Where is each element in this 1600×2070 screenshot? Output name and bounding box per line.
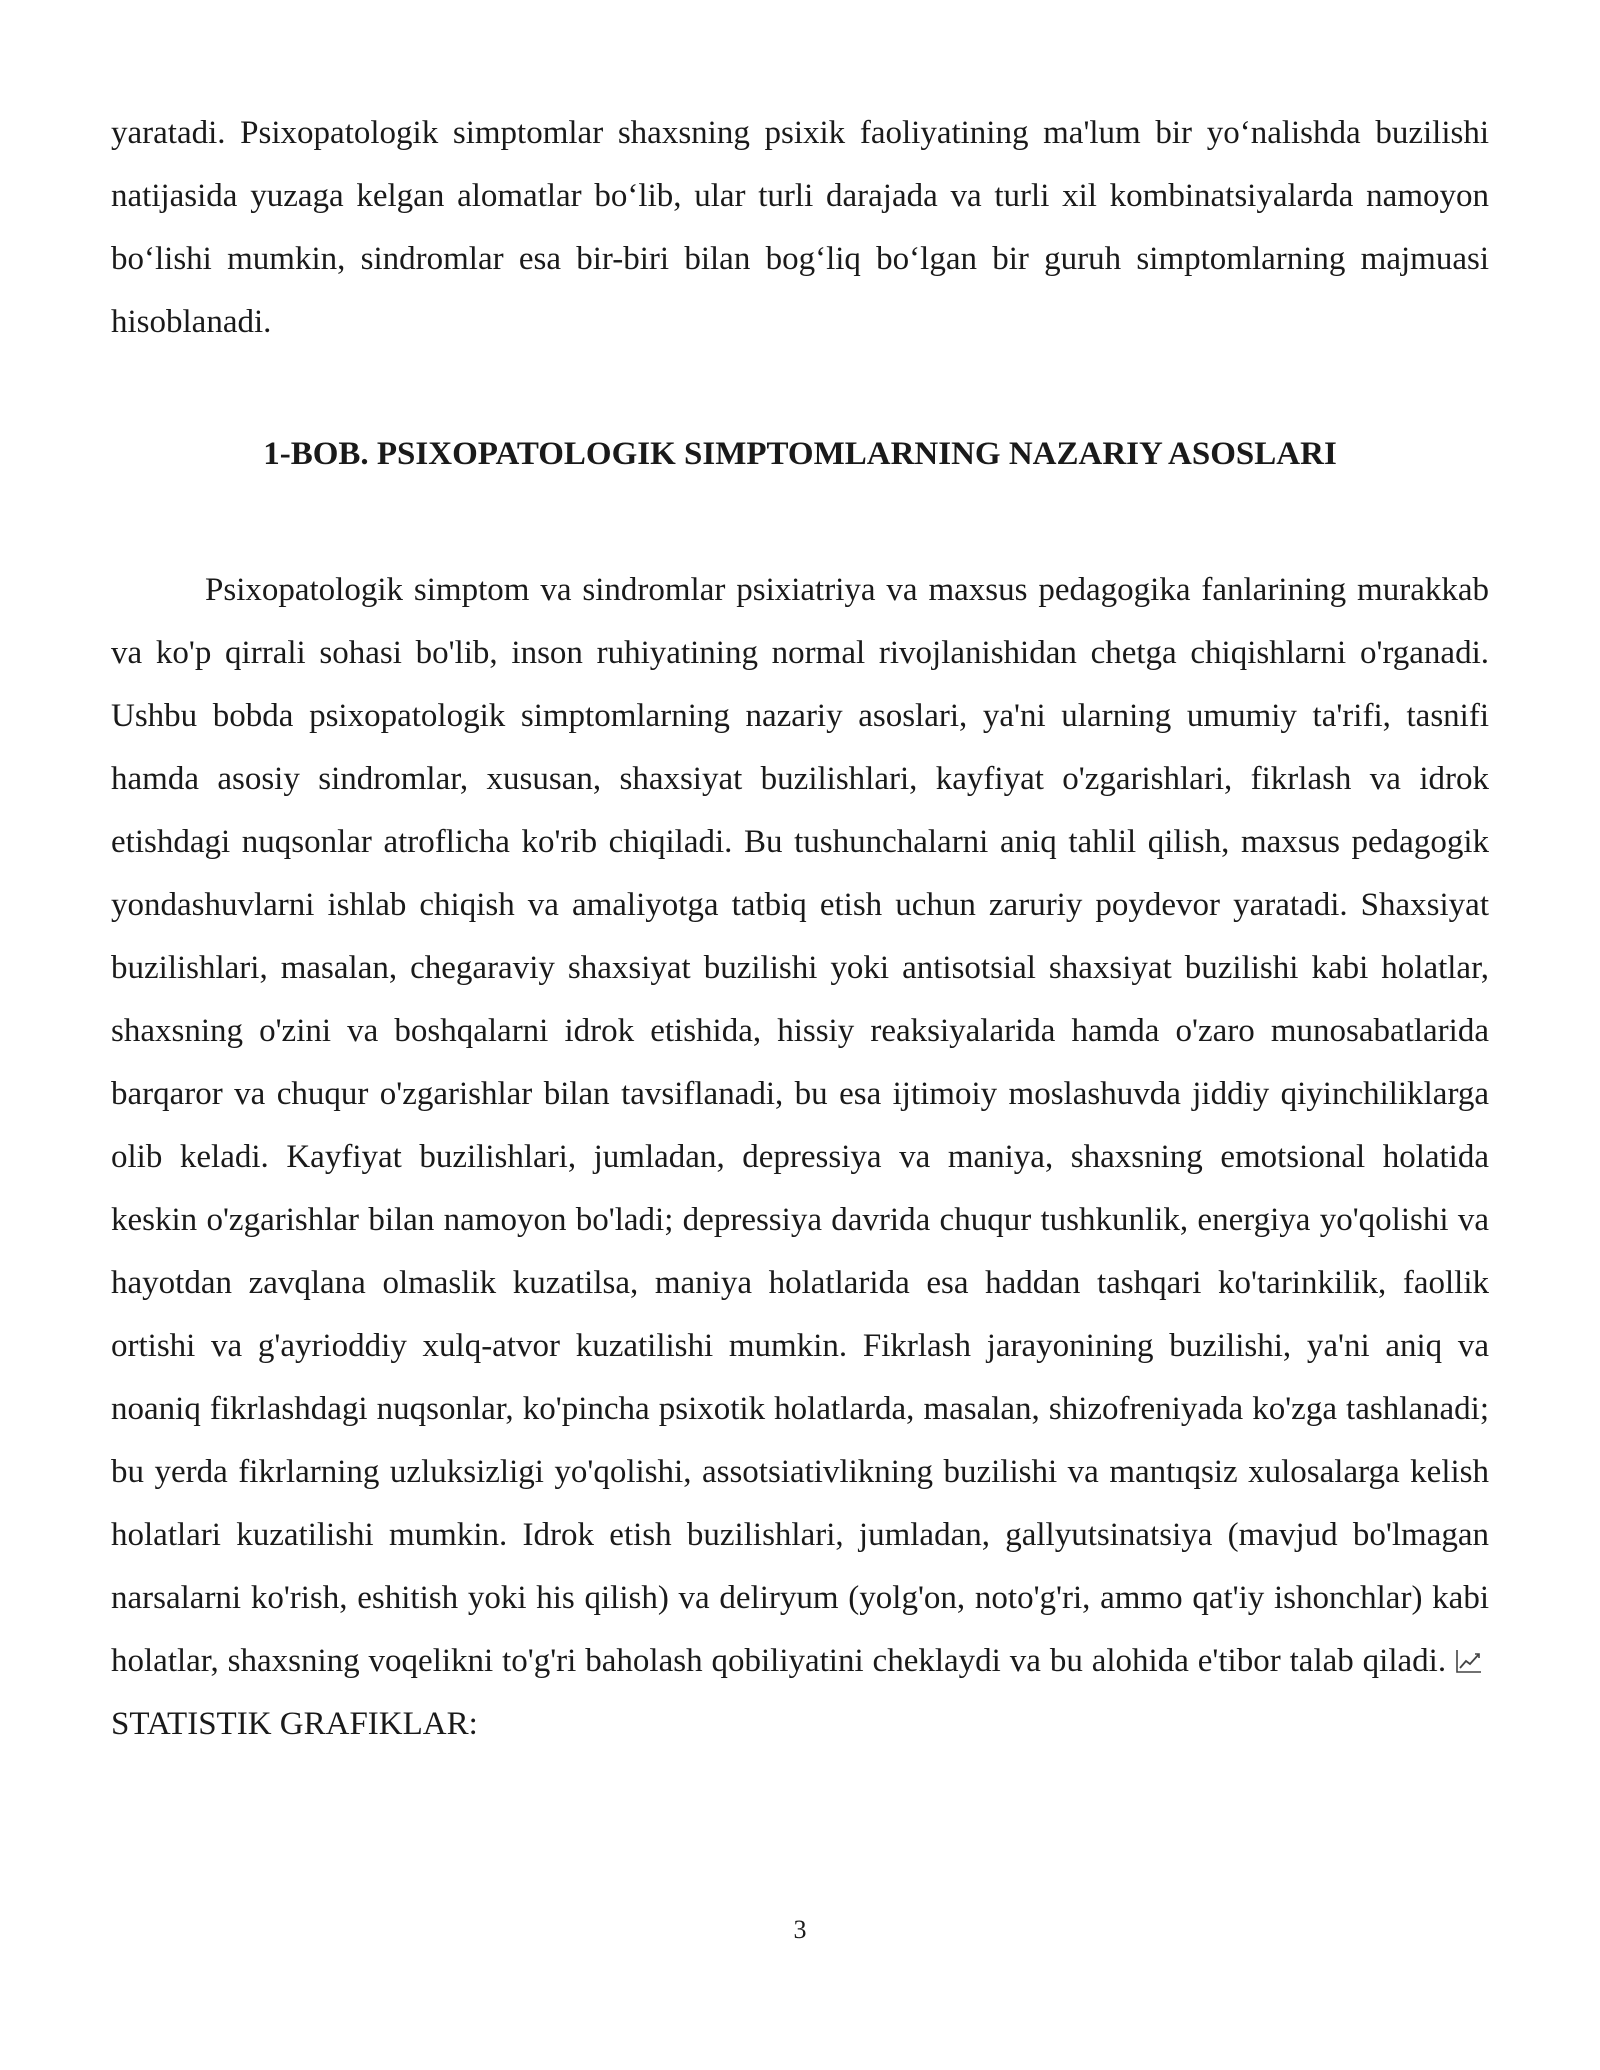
intro-paragraph: yaratadi. Psixopatologik simptomlar shaxsning psixik faoliyatining ma'lum bir yo‘nalishda buzilishi natijasida yuzaga kelgan alomatlar bo‘lib, ular turli darajada va turli xil kombinatsiyalarda namoyon bo‘lishi mumkin, sindromlar esa bir-biri bilan bog‘liq bo‘lgan bir guruh simptomlarning majmuasi hisoblanadi. xyxy=(111,115,1489,340)
chapter-heading-block xyxy=(111,434,1489,474)
main-paragraph-text: Psixopatologik simptom va sindromlar psixiatriya va maxsus pedagogika fanlarining murakkab va ko'p qirrali sohasi bo'lib, inson ruhiyatining normal rivojlanishidan chetga chiqishlarni o'rganadi. Ushbu bobda psixopatologik simptomlarning nazariy asoslari, ya'ni ularning umumiy ta'rifi, tasnifi hamda asosiy sindromlar, xususan, shaxsiyat buzilishlari, kayfiyat o'zgarishlari, fikrlash va idrok etishdagi nuqsonlar atroflicha ko'rib chiqiladi. Bu tushunchalarni aniq tahlil qilish, maxsus pedagogik yondashuvlarni ishlab chiqish va amaliyotga tatbiq etish uchun zaruriy poydevor yaratadi. Shaxsiyat buzilishlari, masalan, chegaraviy shaxsiyat buzilishi yoki antisotsial shaxsiyat buzilishi kabi holatlar, shaxsning o'zini va boshqalarni idrok etishida, hissiy reaksiyalarida hamda o'zaro munosabatlarida barqaror va chuqur o'zgarishlar bilan tavsiflanadi, bu esa ijtimoiy moslashuvda jiddiy qiyinchiliklarga olib keladi. Kayfiyat buzilishlari, jumladan, depressiya va maniya, shaxsning emotsional holatida keskin o'zgarishlar bilan namoyon bo'ladi; depressiya davrida chuqur tushkunlik, energiya yo'qolishi va hayotdan zavqlana olmaslik kuzatilsa, maniya holatlarida esa haddan tashqari ko'tarinkilik, faollik ortishi va g'ayrioddiy xulq-atvor kuzatilishi mumkin. Fikrlash jarayonining buzilishi, ya'ni aniq va noaniq fikrlashdagi nuqsonlar, ko'pincha psixotik holatlarda, masalan, shizofreniyada ko'zga tashlanadi; bu yerda fikrlarning uzluksizligi yo'qolishi, assotsiativlikning buzilishi va mantıqsiz xulosalarga kelish holatlari kuzatilishi mumkin. Idrok etish buzilishlari, jumladan, gallyutsinatsiya (mavjud bo'lmagan narsalarni ko'rish, eshitish yoki his qilish) va deliryum (yolg'on, noto'g'ri, ammo qat'iy ishonchlar) kabi holatlar, shaxsning voqelikni to'g'ri baholash qobiliyatini cheklaydi va bu alohida e'tibor talab qiladi. xyxy=(111,572,1489,1679)
document-page xyxy=(111,102,1489,1756)
chart-increasing-icon xyxy=(1455,1648,1483,1674)
stats-label: STATISTIK GRAFIKLAR: xyxy=(111,1706,478,1742)
page-number: 3 xyxy=(793,1915,807,1944)
main-paragraph xyxy=(111,559,1489,1756)
chapter-heading: 1-BOB. PSIXOPATOLOGIK SIMPTOMLARNING NAZARIY ASOSLARI xyxy=(263,436,1337,472)
